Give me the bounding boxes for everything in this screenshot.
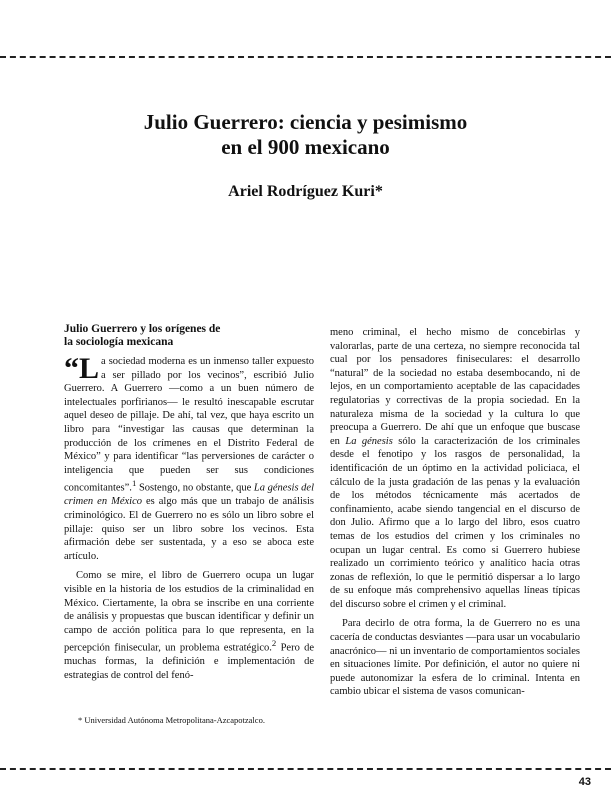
title-line-1: Julio Guerrero: ciencia y pesimismo [143, 110, 468, 134]
article-title [0, 110, 611, 160]
author-name: Ariel Rodríguez Kuri* [228, 183, 383, 200]
paragraph-2 [64, 569, 314, 682]
paragraph-1-text-c: es algo más que un trabajo de análisis criminológico. El de Guerrero no es sólo un libro sobre el pillaje: quiso ser un libro sobre los vecinos. Esta afirmación debe ser sustentada, y a eso se aboca este artículo. [64, 496, 314, 562]
title-line-2: en el 900 mexicano [221, 135, 390, 159]
paragraph-4: Para decirlo de otra forma, la de Guerrero no es una cacería de conductas desviantes —para usar un vocabulario anacrónico— ni un inventario de comportamientos sociales en situaciones límite. Por definición, el autor no quiere ni puede autonomizar la esfera de lo criminal. Intenta en cambio ubicar el sistema de vasos comunican- [330, 618, 580, 698]
footer-rule [0, 768, 611, 770]
paragraph-1 [64, 352, 315, 563]
footnote: * Universidad Autónoma Metropolitana-Azcapotzalco. [78, 715, 265, 725]
paragraph-3-text-b: sólo la caracterización de los criminales desde el fenotipo y los rasgos de personalidad, la identificación de un óptimo en la actividad policiaca, el cálculo de la justa gradación de las penas y la evaluación de los métodos técnicamente más acertados de confinamiento, acabe siendo tangencial en el discurso de don Julio. Afirmo que a lo largo del libro, esos cuatro temas de los estudios del crimen y los criminales no ocupan un lugar central. Es como si Guerrero hubiese realizado un corrimiento teórico y analítico hacia otras zonas de reflexión, lo que le permitió dispersar a lo largo de su enfoque más comprehensivo aquellas líneas típicas del discurso sobre el crimen y el criminal. [330, 435, 580, 610]
header-rule [0, 56, 611, 58]
paragraph-1-text-b: Sostengo, no obstante, que [136, 482, 254, 494]
paragraph-3 [330, 326, 580, 611]
footnote-ref-1: 1 [131, 478, 137, 489]
paragraph-2-text-b: Pero de muchas formas, la definición e implementación de estrategias de control del fenó- [64, 642, 314, 682]
section-heading [64, 323, 314, 349]
paragraph-3-text-a: meno criminal, el hecho mismo de concebirlas y valorarlas, parte de una certeza, no siempre reconocida tal cual por los pensadores finiseculares: el desarrollo “natural” de la sociedad no estaba desembocando, ni de lejos, en un comportamiento aceptable de las capacidades regulatorias y correctivas de la propia sociedad. En la naturaleza misma de la sociedad y la cultura lo que preocupa a Guerrero. De ahí que un enfoque que buscase en [330, 327, 580, 447]
paragraph-1-text-a: a sociedad moderna es un inmenso taller expuesto a ser pillado por los vecinos”, escribió Julio Guerrero. A Guerrero —como a un buen número de intelectuales porfirianos— le resultó inescapable escrutar aquel deseo de pillaje. De ahí, tal vez, que haya escrito un libro para “investigar las causas que determinan la producción de los crímenes en el Distrito Federal de México” y para identificar “las perversiones de carácter o inteligencia que pueden ser sus condiciones concomitantes”. [64, 356, 314, 494]
right-column [330, 326, 580, 699]
left-column [64, 323, 314, 683]
section-heading-line-1: Julio Guerrero y los orígenes de [64, 323, 221, 335]
page-number: 43 [578, 776, 591, 788]
book-title: La génesis del crimen en México [64, 482, 315, 508]
footnote-ref-2: 2 [271, 638, 277, 649]
drop-cap: “L [64, 352, 100, 385]
section-heading-line-2: la sociología mexicana [64, 336, 174, 348]
paragraph-2-text-a: Como se mire, el libro de Guerrero ocupa un lugar visible en la historia de los estudios de la criminalidad en México. Ciertamente, la obra se inscribe en una corriente de análisis y propuestas que buscan identificar y definir un campo de acción política para lo que representa, en la percepción finisecular, un problema estratégico. [64, 570, 314, 654]
book-title-short: La génesis [345, 435, 393, 447]
